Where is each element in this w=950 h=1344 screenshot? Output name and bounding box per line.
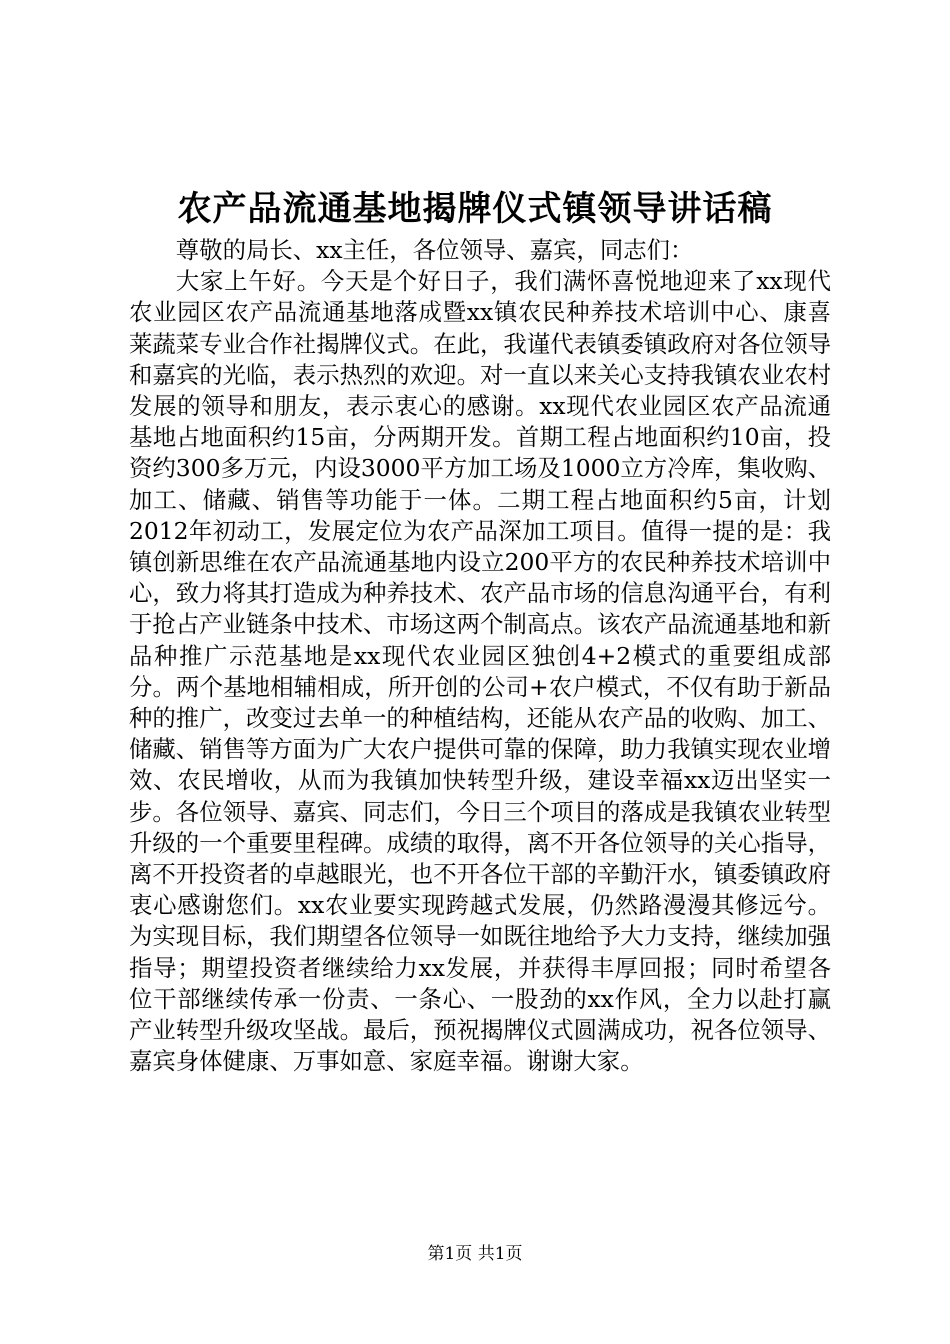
document-body bbox=[129, 235, 831, 1077]
document-title: 农产品流通基地揭牌仪式镇领导讲话稿 bbox=[177, 189, 773, 229]
page-number-footer: 第1页 共1页 bbox=[427, 1244, 523, 1264]
salutation-paragraph: 尊敬的局长、xx主任，各位领导、嘉宾，同志们： bbox=[175, 236, 694, 264]
body-paragraph: 大家上午好。今天是个好日子，我们满怀喜悦地迎来了xx现代农业园区农产品流通基地落成暨xx镇农民种养技术培训中心、康喜莱蔬菜专业合作社揭牌仪式。在此，我谨代表镇委镇政府对各位领导和嘉宾的光临，表示热烈的欢迎。对一直以来关心支持我镇农业农村发展的领导和朋友，表示衷心的感谢。xx现代农业园区农产品流通基地占地面积约15亩，分两期开发。首期工程占地面积约10亩，投资约300多万元，内设3000平方加工场及1000立方冷库，集收购、加工、储藏、销售等功能于一体。二期工程占地面积约5亩，计划2012年初动工，发展定位为农产品深加工项目。值得一提的是：我镇创新思维在农产品流通基地内设立200平方的农民种养技术培训中心，致力将其打造成为种养技术、农产品市场的信息沟通平台，有利于抢占产业链条中技术、市场这两个制高点。该农产品流通基地和新品种推广示范基地是xx现代农业园区独创4+2模式的重要组成部分。两个基地相辅相成，所开创的公司+农户模式，不仅有助于新品种的推广，改变过去单一的种植结构，还能从农产品的收购、加工、储藏、销售等方面为广大农户提供可靠的保障，助力我镇实现农业增效、农民增收，从而为我镇加快转型升级，建设幸福xx迈出坚实一步。各位领导、嘉宾、同志们，今日三个项目的落成是我镇农业转型升级的一个重要里程碑。成绩的取得，离不开各位领导的关心指导，离不开投资者的卓越眼光，也不开各位干部的辛勤汗水，镇委镇政府衷心感谢您们。xx农业要实现跨越式发展，仍然路漫漫其修远兮。为实现目标，我们期望各位领导一如既往地给予大力支持，继续加强指导；期望投资者继续给力xx发展，并获得丰厚回报；同时希望各位干部继续传承一份责、一条心、一股劲的xx作风，全力以赴打赢产业转型升级攻坚战。最后，预祝揭牌仪式圆满成功，祝各位领导、嘉宾身体健康、万事如意、家庭幸福。谢谢大家。 bbox=[129, 267, 831, 1076]
